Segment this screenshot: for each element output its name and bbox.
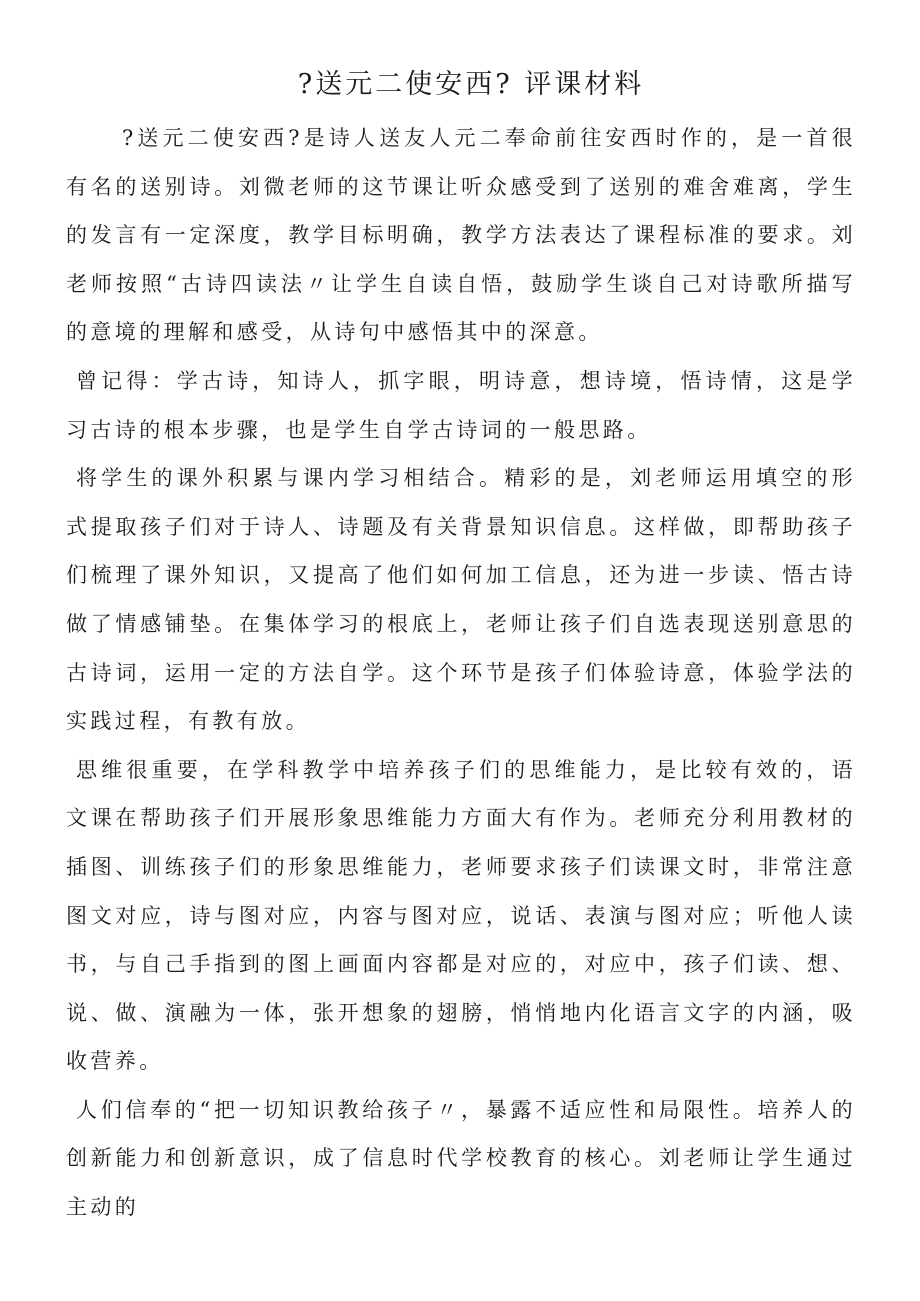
document-title: ?送元二使安西? 评课材料 xyxy=(297,69,645,100)
paragraph-innovation: 人们信奉的“把一切知识教给孩子〃，暴露不适应性和局限性。培养人的创新能力和创新意识，成了信息时代学校教育的核心。刘老师让学生通过主动的 xyxy=(66,1097,856,1220)
paragraph-thinking: 思维很重要，在学科教学中培养孩子们的思维能力，是比较有效的，语文课在帮助孩子们开展形象思维能力方面大有作为。老师充分利用教材的插图、训练孩子们的形象思维能力，老师要求孩子们读课文时，非常注意图文对应，诗与图对应，内容与图对应，说话、表演与图对应；听他人读书，与自己手指到的图上画面内容都是对应的，对应中，孩子们读、想、说、做、演融为一体，张开想象的翅膀，悄悄地内化语言文字的内涵，吸收营养。 xyxy=(66,757,856,1074)
paragraph-integration: 将学生的课外积累与课内学习相结合。精彩的是，刘老师运用填空的形式提取孩子们对于诗人、诗题及有关背景知识信息。这样做，即帮助孩子们梳理了课外知识，又提高了他们如何加工信息，还为进一步读、悟古诗做了情感铺垫。在集体学习的根底上，老师让孩子们自选表现送别意思的古诗词，运用一定的方法自学。这个环节是孩子们体验诗意，体验学法的实践过程，有教有放。 xyxy=(66,466,856,734)
paragraph-intro: ?送元二使安西?是诗人送友人元二奉命前往安西时作的，是一首很有名的送别诗。刘微老师的这节课让听众感受到了送别的难舍难离，学生的发言有一定深度，教学目标明确，教学方法表达了课程标准的要求。刘老师按照“古诗四读法〃让学生自读自悟，鼓励学生谈自己对诗歌所描写的意境的理解和感受，从诗句中感悟其中的深意。 xyxy=(66,126,856,345)
paragraph-steps: 曾记得：学古诗，知诗人，抓字眼，明诗意，想诗境，悟诗情，这是学习古诗的根本步骤，也是学生自学古诗词的一般思路。 xyxy=(66,368,856,442)
document-page xyxy=(66,60,856,1232)
